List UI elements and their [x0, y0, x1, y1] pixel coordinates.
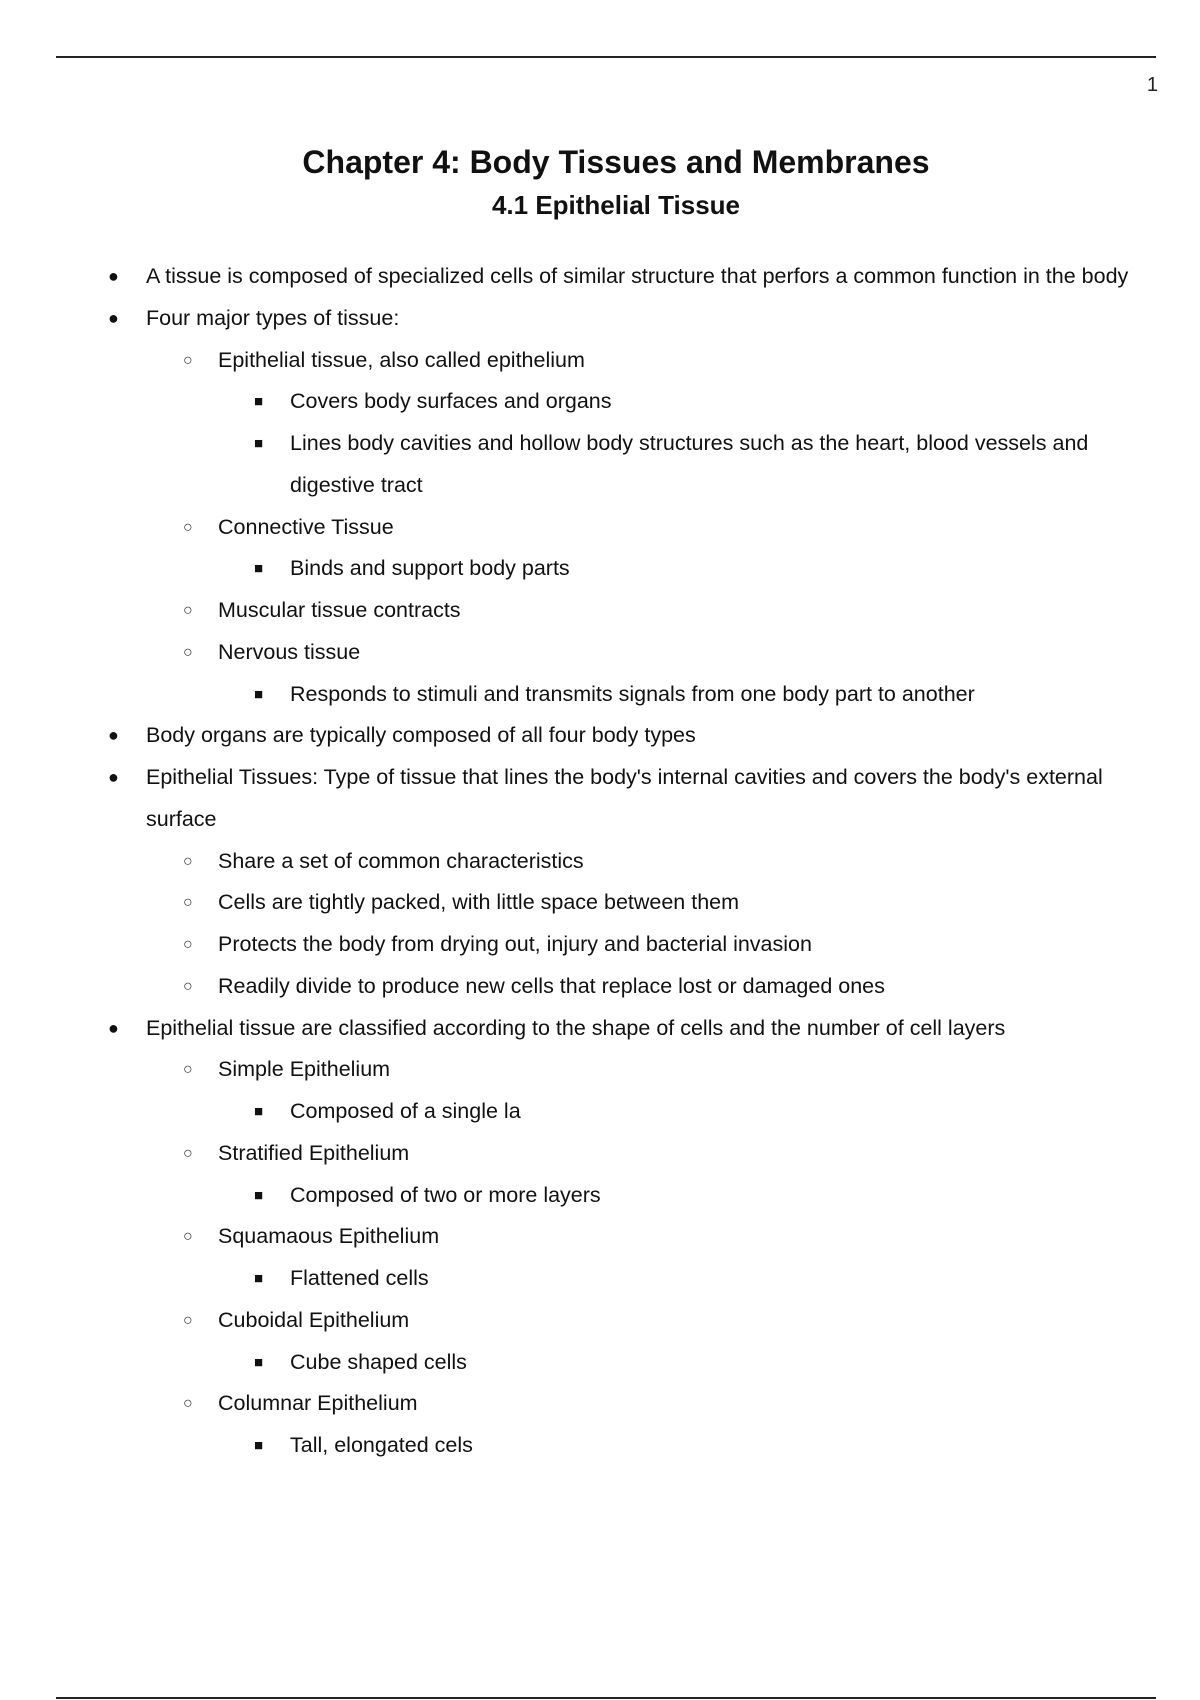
list-item: [0, 715, 1160, 757]
disc-bullet-icon: ●: [108, 725, 119, 746]
disc-bullet-icon: ●: [108, 767, 119, 787]
section-title: 4.1 Epithelial Tissue: [491, 190, 741, 220]
list-item: [0, 1383, 1160, 1425]
list-item-text: Simple Epithelium: [218, 1057, 391, 1082]
disc-bullet-icon: ●: [108, 307, 119, 328]
list-item-text: Epithelial Tissues: Type of tissue that lines the body's internal cavities and covers the body's external surface: [146, 765, 1103, 831]
square-bullet-icon: ■: [254, 435, 264, 452]
list-item: [0, 1425, 1160, 1467]
square-bullet-icon: ■: [254, 1103, 264, 1120]
square-bullet-icon: ■: [254, 1270, 264, 1287]
list-item: [0, 924, 1160, 966]
list-item-text: Epithelial tissue, also called epithelium: [218, 347, 585, 372]
circle-bullet-icon: ○: [183, 1228, 193, 1246]
list-item-text: Stratified Epithelium: [218, 1140, 410, 1165]
square-bullet-icon: ■: [254, 393, 264, 411]
list-item-text: Cells are tightly packed, with little space between them: [218, 890, 740, 915]
circle-bullet-icon: ○: [183, 936, 193, 953]
list-item-text: Epithelial tissue are classified according to the shape of cells and the number of cell layers: [146, 1015, 1006, 1040]
list-item-text: Cuboidal Epithelium: [218, 1307, 410, 1332]
list-item-text: Tall, elongated cels: [290, 1433, 473, 1457]
list-item: [0, 674, 1160, 716]
list-item-text: Lines body cavities and hollow body structures such as the heart, blood vessels and digestive tract: [290, 431, 1089, 497]
disc-bullet-icon: ●: [108, 266, 119, 286]
circle-bullet-icon: ○: [183, 894, 193, 912]
list-item: [0, 381, 1160, 423]
list-item: [0, 1091, 1160, 1133]
list-item-text: Columnar Epithelium: [218, 1391, 418, 1416]
square-bullet-icon: ■: [254, 560, 264, 578]
list-item: [0, 507, 1160, 549]
circle-bullet-icon: ○: [183, 1395, 193, 1413]
list-item: [0, 1049, 1160, 1091]
list-item-text: Binds and support body parts: [290, 556, 570, 581]
list-item-text: Protects the body from drying out, injury and bacterial invasion: [218, 932, 812, 956]
list-item: [0, 1258, 1160, 1300]
square-bullet-icon: ■: [254, 1353, 264, 1371]
list-item: [0, 298, 1160, 340]
disc-bullet-icon: ●: [108, 1017, 119, 1038]
list-item-text: Readily divide to produce new cells that replace lost or damaged ones: [218, 973, 885, 998]
square-bullet-icon: ■: [254, 1437, 264, 1454]
square-bullet-icon: ■: [254, 685, 264, 703]
list-item-text: Responds to stimuli and transmits signals from one body part to another: [290, 681, 975, 706]
list-item: [0, 966, 1160, 1008]
circle-bullet-icon: ○: [183, 1311, 193, 1329]
list-item: [0, 1216, 1160, 1258]
circle-bullet-icon: ○: [183, 602, 193, 619]
list-item-text: A tissue is composed of specialized cells of similar structure that perfors a common function in the body: [146, 264, 1129, 288]
footer-rule: [56, 1697, 1156, 1699]
list-item: [0, 757, 1160, 841]
list-item: [0, 256, 1160, 298]
circle-bullet-icon: ○: [183, 518, 193, 536]
list-item-text: Connective Tissue: [218, 514, 394, 539]
list-item: [0, 1300, 1160, 1342]
circle-bullet-icon: ○: [183, 852, 193, 870]
list-item-text: Cube shaped cells: [290, 1349, 467, 1374]
list-item-text: Squamaous Epithelium: [218, 1224, 440, 1249]
circle-bullet-icon: ○: [183, 1144, 193, 1162]
list-item: [0, 548, 1160, 590]
list-item-text: Share a set of common characteristics: [218, 848, 584, 873]
list-item-text: Nervous tissue: [218, 639, 361, 664]
circle-bullet-icon: ○: [183, 351, 193, 369]
list-item: [0, 1342, 1160, 1384]
list-item: [0, 1008, 1160, 1050]
list-item-text: Flattened cells: [290, 1266, 429, 1290]
list-item: [0, 1175, 1160, 1217]
list-item: [0, 1133, 1160, 1175]
circle-bullet-icon: ○: [183, 643, 193, 661]
list-item-text: Body organs are typically composed of all four body types: [146, 723, 696, 748]
list-item: [0, 632, 1160, 674]
list-item-text: Composed of a single la: [290, 1099, 521, 1123]
notes-list: [0, 256, 1200, 1467]
circle-bullet-icon: ○: [183, 1061, 193, 1079]
list-item: [0, 841, 1160, 883]
list-item: [0, 423, 1160, 507]
list-item-text: Muscular tissue contracts: [218, 598, 461, 622]
list-item-text: Covers body surfaces and organs: [290, 389, 612, 414]
header-rule: [56, 56, 1156, 58]
page-number: 1: [1146, 74, 1158, 96]
list-item-text: Four major types of tissue:: [146, 305, 400, 330]
chapter-title: Chapter 4: Body Tissues and Membranes: [302, 144, 930, 180]
list-item: [0, 882, 1160, 924]
square-bullet-icon: ■: [254, 1186, 264, 1204]
list-item-text: Composed of two or more layers: [290, 1182, 601, 1207]
list-item: [0, 340, 1160, 382]
list-item: [0, 590, 1160, 632]
circle-bullet-icon: ○: [183, 977, 193, 995]
